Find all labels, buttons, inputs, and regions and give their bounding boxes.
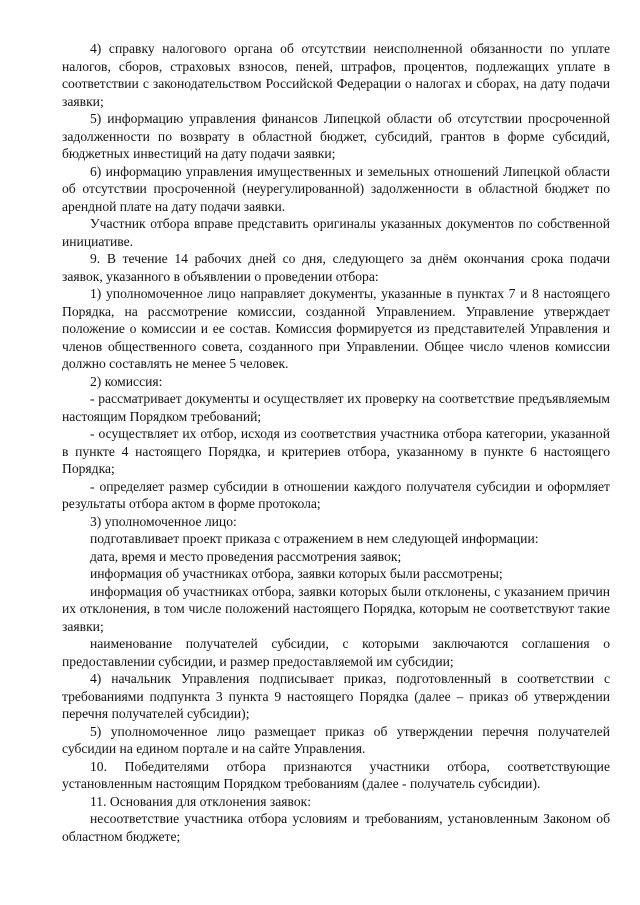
paragraph-9-5: 5) уполномоченное лицо размещает приказ об утверждении перечня получателей субсидии на едином портале и на сайте Управления. xyxy=(62,723,610,756)
paragraph-clause-11: 11. Основания для отклонения заявок: xyxy=(90,793,312,809)
paragraph-order-reviewed: информация об участниках отбора, заявки которых были рассмотрены; xyxy=(90,566,503,581)
paragraph-originals: Участник отбора вправе представить оригиналы указанных документов по собственной инициативе. xyxy=(62,216,610,249)
paragraph-commission-select: - осуществляет их отбор, исходя из соответствия участника отбора категории, указанной в пункте 4 настоящего Порядка, и критериев отбора, указанному в пункте 6 настоящего Порядка; xyxy=(62,426,610,476)
paragraph-item-5: 5) информацию управления финансов Липецкой области об отсутствии просроченной задолженности по возврату в областной бюджет, субсидий, грантов в форме субсидий, бюджетных инвестиций на дату подачи заявки; xyxy=(62,111,610,161)
paragraph-clause-9: 9. В течение 14 рабочих дней со дня, следующего за днём окончания срока подачи заявок, указанного в объявлении о проведении отбора: xyxy=(62,251,610,284)
paragraph-9-2: 2) комиссия: xyxy=(90,373,163,389)
paragraph-9-3: 3) уполномоченное лицо: xyxy=(90,513,237,529)
paragraph-9-4: 4) начальник Управления подписывает приказ, подготовленный в соответствии с требованиями подпункта 3 пункта 9 настоящего Порядка (далее – приказ об утверждении перечня получателей субсидии); xyxy=(62,671,610,721)
paragraph-order-date: дата, время и место проведения рассмотрения заявок; xyxy=(90,548,402,564)
paragraph-rejection-ground: несоответствие участника отбора условиям и требованиям, установленным Законом об областном бюджете; xyxy=(62,811,610,844)
paragraph-item-4: 4) справку налогового органа об отсутствии неисполненной обязанности по уплате налогов, сборов, страховых взносов, пеней, штрафов, процентов, подлежащих уплате в соответствии с законодательством Российской Федерации о налогах и сборах, на дату подачи заявки; xyxy=(62,41,610,109)
paragraph-clause-10: 10. Победителями отбора признаются участники отбора, соответствующие установленным настоящим Порядком требованиям (далее - получатель субсидии). xyxy=(62,758,610,791)
paragraph-order-recipients: наименование получателей субсидии, с которыми заключаются соглашения о предоставлении субсидии, и размер предоставляемой им субсидии; xyxy=(62,636,610,669)
paragraph-order-rejected: информация об участниках отбора, заявки которых были отклонены, с указанием причин их отклонения, в том числе положений настоящего Порядка, которым не соответствуют такие заявки; xyxy=(62,583,610,634)
paragraph-9-1: 1) уполномоченное лицо направляет документы, указанные в пунктах 7 и 8 настоящего Порядка, на рассмотрение комиссии, созданной Управлением. Управление утверждает положение о комиссии и ее состав. Комиссия формируется из представителей Управления и членов общественного совета, созданного при Управлении. Общее число членов комиссии должно составлять не менее 5 человек. xyxy=(62,286,610,371)
paragraph-commission-amount: - определяет размер субсидии в отношении каждого получателя субсидии и оформляет результаты отбора актом в форме протокола; xyxy=(62,478,610,511)
paragraph-commission-review: - рассматривает документы и осуществляет их проверку на соответствие предъявляемым настоящим Порядком требований; xyxy=(62,391,610,424)
paragraph-order-draft: подготавливает проект приказа с отражением в нем следующей информации: xyxy=(90,531,539,546)
paragraph-item-6: 6) информацию управления имущественных и земельных отношений Липецкой области об отсутствии просроченной (неурегулированной) задолженности в областной бюджет по арендной плате на дату подачи заявки. xyxy=(62,163,610,214)
